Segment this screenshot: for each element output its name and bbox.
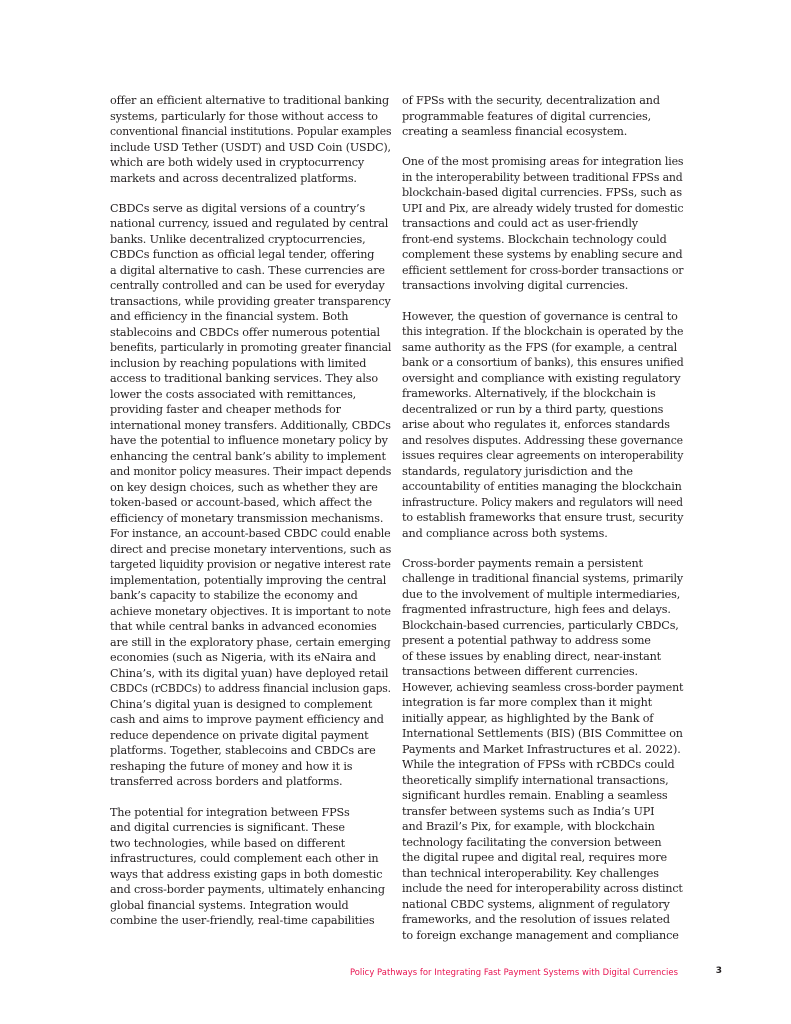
text-line: transferred across borders and platforms.	[110, 775, 343, 789]
text-line: While the integration of FPSs with rCBDCs could	[402, 758, 675, 772]
text-line: stablecoins and CBDCs offer numerous potential	[110, 325, 380, 339]
text-line: integration is far more complex than it might	[402, 696, 653, 710]
text-line: banks. Unlike decentralized cryptocurrencies,	[110, 232, 366, 246]
text-line: in the interoperability between traditional FPSs and	[402, 170, 683, 184]
text-line: and digital currencies is significant. These	[110, 821, 345, 835]
text-line: front-end systems. Blockchain technology could	[402, 232, 667, 246]
text-line: lower the costs associated with remittances,	[110, 387, 357, 401]
text-line: token-based or account-based, which affect the	[110, 496, 372, 510]
text-line: transactions involving digital currencies.	[402, 279, 629, 293]
text-line: However, the question of governance is central to	[402, 309, 678, 323]
text-line: and cross-border payments, ultimately enhancing	[110, 883, 385, 897]
text-line: and resolves disputes. Addressing these governance	[402, 433, 683, 447]
right-column	[402, 93, 684, 943]
text-line: and compliance across both systems.	[402, 526, 608, 540]
text-line: that while central banks in advanced economies	[110, 620, 377, 634]
text-line: UPI and Pix, are already widely trusted for domestic	[402, 201, 684, 215]
text-line: cash and aims to improve payment efficiency and	[110, 713, 384, 727]
text-line: China’s, with its digital yuan) have deployed retail	[110, 666, 389, 680]
text-line: standards, regulatory jurisdiction and the	[402, 464, 633, 478]
text-line: ways that address existing gaps in both domestic	[110, 867, 383, 881]
text-line: complement these systems by enabling secure and	[402, 248, 683, 262]
text-line: decentralized or run by a third party, questions	[402, 402, 664, 416]
text-line: and efficiency in the financial system. Both	[110, 310, 349, 324]
text-line: bank’s capacity to stabilize the economy and	[110, 589, 358, 603]
text-line: targeted liquidity provision or negative interest rate	[110, 558, 391, 572]
text-line: benefits, particularly in promoting greater financial	[110, 341, 392, 355]
left-column	[110, 93, 392, 929]
text-line: enhancing the central bank’s ability to implement	[110, 449, 386, 463]
text-line: reduce dependence on private digital payment	[110, 728, 369, 742]
text-line: providing faster and cheaper methods for	[110, 403, 341, 417]
paragraph	[402, 309, 684, 542]
text-line: Blockchain-based currencies, particularly CBDCs,	[402, 618, 679, 632]
text-line: markets and across decentralized platforms.	[110, 171, 357, 185]
text-line: One of the most promising areas for integration lies	[402, 155, 684, 169]
text-line: two technologies, while based on different	[110, 836, 345, 850]
text-line: blockchain-based digital currencies. FPSs, such as	[402, 186, 682, 200]
paragraph	[402, 93, 678, 140]
text-line: which are both widely used in cryptocurrency	[110, 156, 365, 169]
text-line: include USD Tether (USDT) and USD Coin (USDC),	[110, 140, 391, 154]
text-line: than technical interoperability. Key challenges	[402, 866, 659, 880]
text-line: platforms. Together, stablecoins and CBDCs are	[110, 744, 376, 758]
text-line: offer an efficient alternative to traditional banking	[110, 94, 390, 107]
text-line: bank or a consortium of banks), this ensures unified	[402, 356, 684, 370]
text-line: achieve monetary objectives. It is important to note	[110, 604, 391, 618]
text-line: implementation, potentially improving the central	[110, 573, 387, 587]
text-line: International Settlements (BIS) (BIS Committee on	[402, 727, 683, 741]
text-line: creating a seamless financial ecosystem.	[402, 125, 628, 138]
text-line: global financial systems. Integration would	[110, 898, 349, 912]
text-line: systems, particularly for those without access to	[110, 109, 378, 123]
text-line: CBDCs serve as digital versions of a country’s	[110, 201, 366, 215]
text-line: transactions, while providing greater transparency	[110, 294, 391, 308]
text-line: arise about who regulates it, enforces standards	[402, 418, 670, 432]
text-line: transfer between systems such as India’s UPI	[402, 804, 655, 818]
text-line: on key design choices, such as whether they are	[110, 480, 378, 494]
text-line: initially appear, as highlighted by the Bank of	[402, 711, 654, 725]
text-line: technology facilitating the conversion between	[402, 835, 662, 849]
text-line: economies (such as Nigeria, with its eNaira and	[110, 651, 376, 665]
text-line: transactions between different currencies.	[402, 665, 638, 679]
text-line: reshaping the future of money and how it is	[110, 759, 353, 773]
text-line: For instance, an account-based CBDC could enable	[110, 527, 391, 541]
text-line: Cross-border payments remain a persistent	[402, 556, 643, 570]
text-line: challenge in traditional financial systems, primarily	[402, 572, 683, 586]
text-line: programmable features of digital currencies,	[402, 109, 651, 123]
text-line: inclusion by reaching populations with limited	[110, 356, 367, 370]
text-line: efficiency of monetary transmission mechanisms.	[110, 511, 384, 525]
text-line: oversight and compliance with existing regulatory	[402, 371, 681, 385]
text-line: of FPSs with the security, decentralization and	[402, 94, 660, 107]
text-line: frameworks, and the resolution of issues related	[402, 913, 670, 927]
text-line: to establish frameworks that ensure trust, security	[402, 511, 684, 525]
page-number: 3	[715, 966, 722, 976]
text-line: the digital rupee and digital real, requires more	[402, 851, 668, 865]
text-line: centrally controlled and can be used for everyday	[110, 279, 385, 293]
text-line: a digital alternative to cash. These currencies are	[110, 263, 385, 277]
text-line: of these issues by enabling direct, near-instant	[402, 649, 662, 663]
paragraph	[402, 154, 684, 294]
text-line: access to traditional banking services. They also	[110, 372, 378, 386]
text-line: same authority as the FPS (for example, a central	[402, 340, 678, 354]
text-line: China’s digital yuan is designed to complement	[110, 697, 373, 711]
text-line: CBDCs function as official legal tender, offering	[110, 248, 375, 262]
text-line: national CBDC systems, alignment of regulatory	[402, 897, 670, 911]
text-line: and monitor policy measures. Their impact depends	[110, 465, 392, 479]
text-line: conventional financial institutions. Popular examples	[110, 125, 392, 138]
text-line: However, achieving seamless cross-border payment	[402, 680, 684, 694]
text-line: transactions and could act as user-friendly	[402, 217, 638, 231]
text-line: have the potential to influence monetary policy by	[110, 434, 388, 448]
footer-title: Policy Pathways for Integrating Fast Payment Systems with Digital Currencies	[349, 967, 678, 977]
text-line: frameworks. Alternatively, if the blockchain is	[402, 387, 656, 401]
text-line: significant hurdles remain. Enabling a seamless	[402, 789, 668, 803]
text-line: CBDCs (rCBDCs) to address financial inclusion gaps.	[110, 682, 391, 696]
text-line: international money transfers. Additionally, CBDCs	[110, 418, 391, 432]
text-line: fragmented infrastructure, high fees and delays.	[402, 603, 671, 617]
text-line: present a potential pathway to address some	[402, 634, 651, 648]
text-line: Payments and Market Infrastructures et al. 2022).	[402, 742, 681, 756]
text-line: are still in the exploratory phase, certain emerging	[110, 635, 391, 649]
paragraph	[110, 201, 392, 790]
text-line: infrastructure. Policy makers and regulators will need	[402, 495, 683, 509]
paragraph	[110, 805, 386, 929]
text-line: infrastructures, could complement each other in	[110, 852, 379, 866]
text-line: this integration. If the blockchain is operated by the	[402, 325, 684, 339]
text-line: to foreign exchange management and compliance	[402, 928, 679, 942]
text-line: accountability of entities managing the blockchain	[402, 480, 682, 494]
text-line: issues requires clear agreements on interoperability	[402, 449, 684, 463]
text-line: direct and precise monetary interventions, such as	[110, 542, 392, 556]
text-line: theoretically simplify international transactions,	[402, 773, 669, 787]
text-line: combine the user-friendly, real-time capabilities	[110, 914, 375, 928]
text-line: due to the involvement of multiple intermediaries,	[402, 587, 681, 601]
paragraph	[402, 556, 684, 944]
text-line: efficient settlement for cross-border transactions or	[402, 263, 684, 277]
text-line: include the need for interoperability across distinct	[402, 882, 683, 896]
text-line: The potential for integration between FPSs	[110, 805, 350, 819]
text-line: national currency, issued and regulated by central	[110, 217, 389, 231]
text-line: and Brazil’s Pix, for example, with blockchain	[402, 820, 655, 834]
paragraph	[110, 93, 392, 186]
